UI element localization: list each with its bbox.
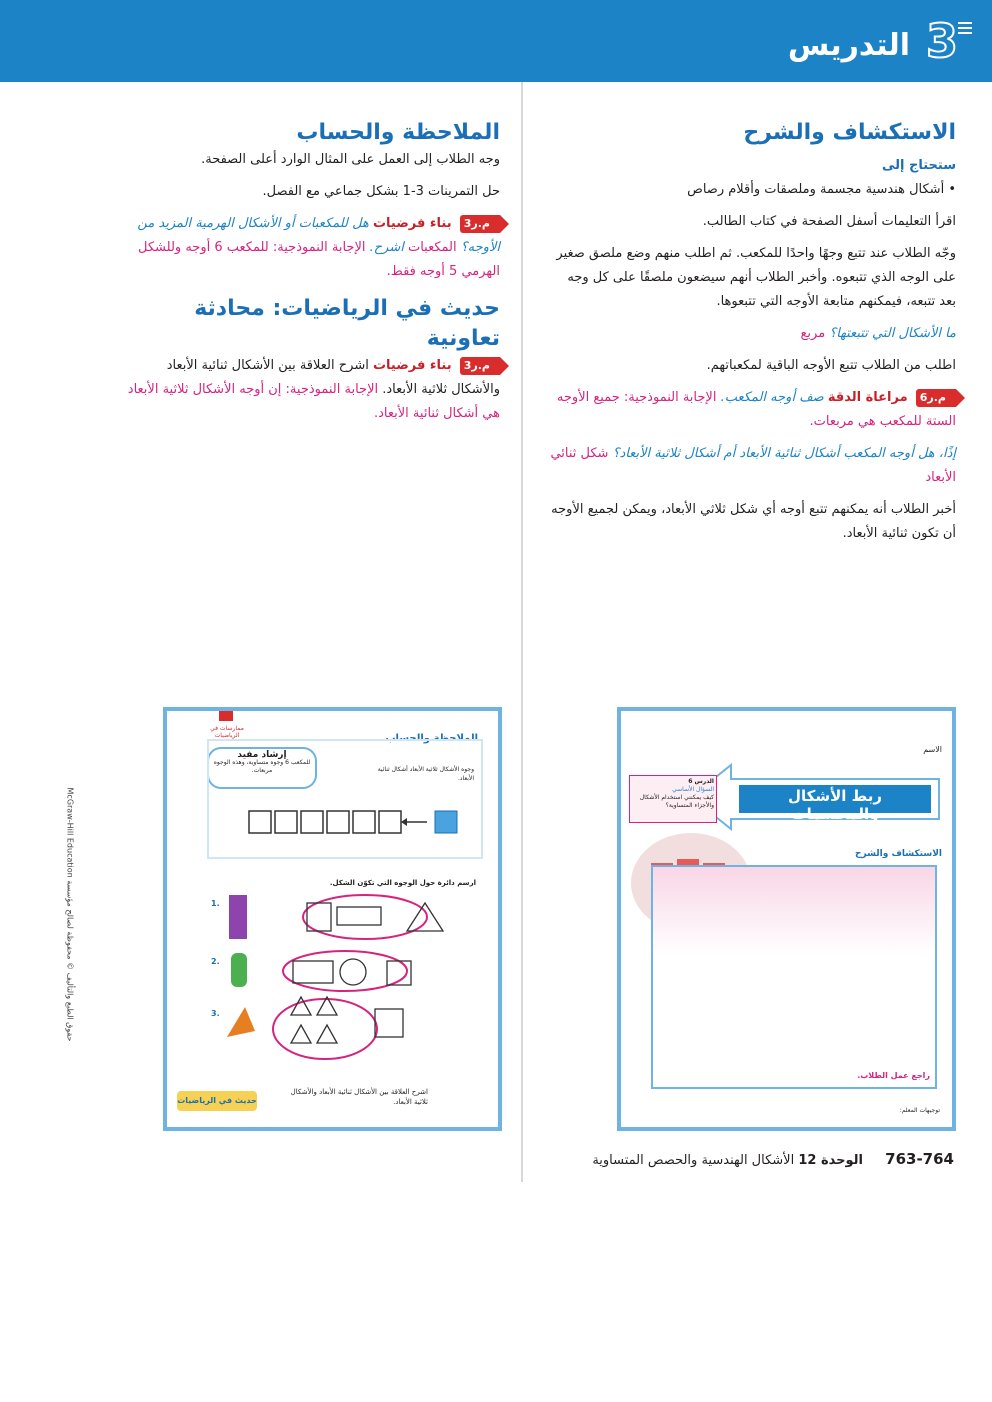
title-banner <box>621 761 951 831</box>
item-number-1: 1. <box>211 899 220 908</box>
question-2: إذًا، هل أوجه المكعب أشكال ثنائية الأبعاد أم أشكال ثلاثية الأبعاد؟ شكل ثنائي الأبعاد <box>550 446 956 485</box>
copyright-credit: حقوق الطبع والتأليف © محفوظة لصالح مؤسسة McGraw-Hill Education <box>65 787 75 1042</box>
item-number-2: 2. <box>211 957 220 966</box>
practice-note-hypothesis: م.ر3 بناء فرضيات هل للمكعبات أو الأشكال الهرمية المزيد من الأوجه؟ المكعبات اشرح. الإجابة النموذجية: للمكعب 6 أوجه وللشكل الهرمي 5 أوجه فقط. <box>137 216 500 279</box>
page-footer <box>554 1150 954 1168</box>
practice-tag: م.ر3 <box>460 357 500 375</box>
paragraph-1: اقرأ التعليمات أسفل الصفحة في كتاب الطالب. <box>702 214 956 229</box>
section-title-observe: الملاحظة والحساب <box>296 120 500 145</box>
student-page-thumbnail-right <box>617 707 956 1131</box>
item-number-3: 3. <box>211 1009 220 1018</box>
paragraph-4: أخبر الطلاب أنه يمكنهم تتبع أوجه أي شكل ثلاثي الأبعاد، ويمكن لجميع الأوجه أن تكون ثنائية الأبعاد. <box>551 502 956 541</box>
banner-title: ربط الأشكال والمجسمات <box>788 787 882 823</box>
section-title-math-talk: حديث في الرياضيات: محادثة تعاونية <box>194 296 500 351</box>
header-title: التدريس <box>787 28 910 63</box>
exercise-shapes <box>225 891 485 1075</box>
practice-note-talk: م.ر3 بناء فرضيات اشرح العلاقة بين الأشكال ثنائية الأبعاد والأشكال ثلاثية الأبعاد. الإجابة النموذجية: إن أوجه الأشكال ثلاثية الأبعاد هي أشكال ثنائية الأبعاد. <box>127 358 500 421</box>
left-column <box>118 118 500 434</box>
practice-note-precision: م.ر6 مراعاة الدقة صف أوجه المكعب. الإجابة النموذجية: جميع الأوجه الستة للمكعب هي مربعات. <box>556 390 956 429</box>
lesson-box: الدرس 6 السؤال الأساسي كيف يمكنني استخدام الأشكال والأجزاء المتساوية؟ <box>629 775 717 823</box>
need-label: ستحتاج إلى <box>881 158 956 173</box>
unit-label: الوحدة 12 <box>798 1153 863 1168</box>
faces-text: وجوه الأشكال ثلاثية الأبعاد أشكال ثنائية الأبعاد. <box>377 766 474 782</box>
hint-cloud: إرشاد مفيد للمكعب 6 وجوه متساوية، وهذه الوجوه مربعات. <box>207 747 317 789</box>
squares-row <box>247 809 487 841</box>
instruction: ارسم دائرة حول الوجوه التي تكوّن الشكل. <box>329 879 476 887</box>
thumb-title: الملاحظة والحساب <box>385 733 478 744</box>
review-note: راجع عمل الطلاب. <box>857 1071 930 1080</box>
question-1: ما الأشكال التي تتبعتها؟ مربع <box>800 326 956 341</box>
header-number: 3 <box>925 14 958 68</box>
trace-area <box>651 865 937 1089</box>
column-divider <box>521 82 523 1182</box>
practice-tag: م.ر6 <box>916 389 956 407</box>
left-paragraph-1: وجه الطلاب إلى العمل على المثال الوارد أعلى الصفحة. <box>201 152 500 167</box>
paragraph-2: وجّه الطلاب عند تتبع وجهًا واحدًا للمكعب. ثم اطلب منهم وضع ملصق صغير على الوجه الذي تتبعوه. وأخبر الطلاب أنهم سيضعون ملصقًا على كل وجه بعد تتبعه، فيمكنهم متابعة الأوجه التي تتبعوها. <box>556 246 956 309</box>
student-page-thumbnail-left <box>163 707 502 1131</box>
need-item: • أشكال هندسية مجسمة وملصقات وأقلام رصاص <box>687 182 956 197</box>
left-paragraph-2: حل التمرينات 3-1 بشكل جماعي مع الفصل. <box>262 184 500 199</box>
practice-tag: م.ر3 <box>460 215 500 233</box>
section-title-explore: الاستكشاف والشرح <box>743 120 956 145</box>
arrow-down-icon <box>219 711 233 721</box>
thumb-section-title: الاستكشاف والشرح <box>855 849 942 859</box>
unit-title: الأشكال الهندسية والحصص المتساوية <box>592 1153 795 1168</box>
math-talk-text: اشرح العلاقة بين الأشكال ثنائية الأبعاد والأشكال ثلاثية الأبعاد. <box>290 1088 428 1106</box>
paragraph-3: اطلب من الطلاب تتبع الأوجه الباقية لمكعباتهم. <box>706 358 956 373</box>
right-column <box>548 118 956 554</box>
teacher-directions: توجيهات المعلم: <box>899 1107 940 1114</box>
math-talk-label: حديث في الرياضيات <box>177 1091 257 1111</box>
menu-icon <box>958 22 972 37</box>
name-label: الاسم <box>923 745 942 754</box>
page-header <box>0 0 992 82</box>
page-numbers: 763-764 <box>885 1150 954 1168</box>
example-box <box>207 739 483 859</box>
practices-label: ممارسات في الرياضيات <box>210 725 244 739</box>
